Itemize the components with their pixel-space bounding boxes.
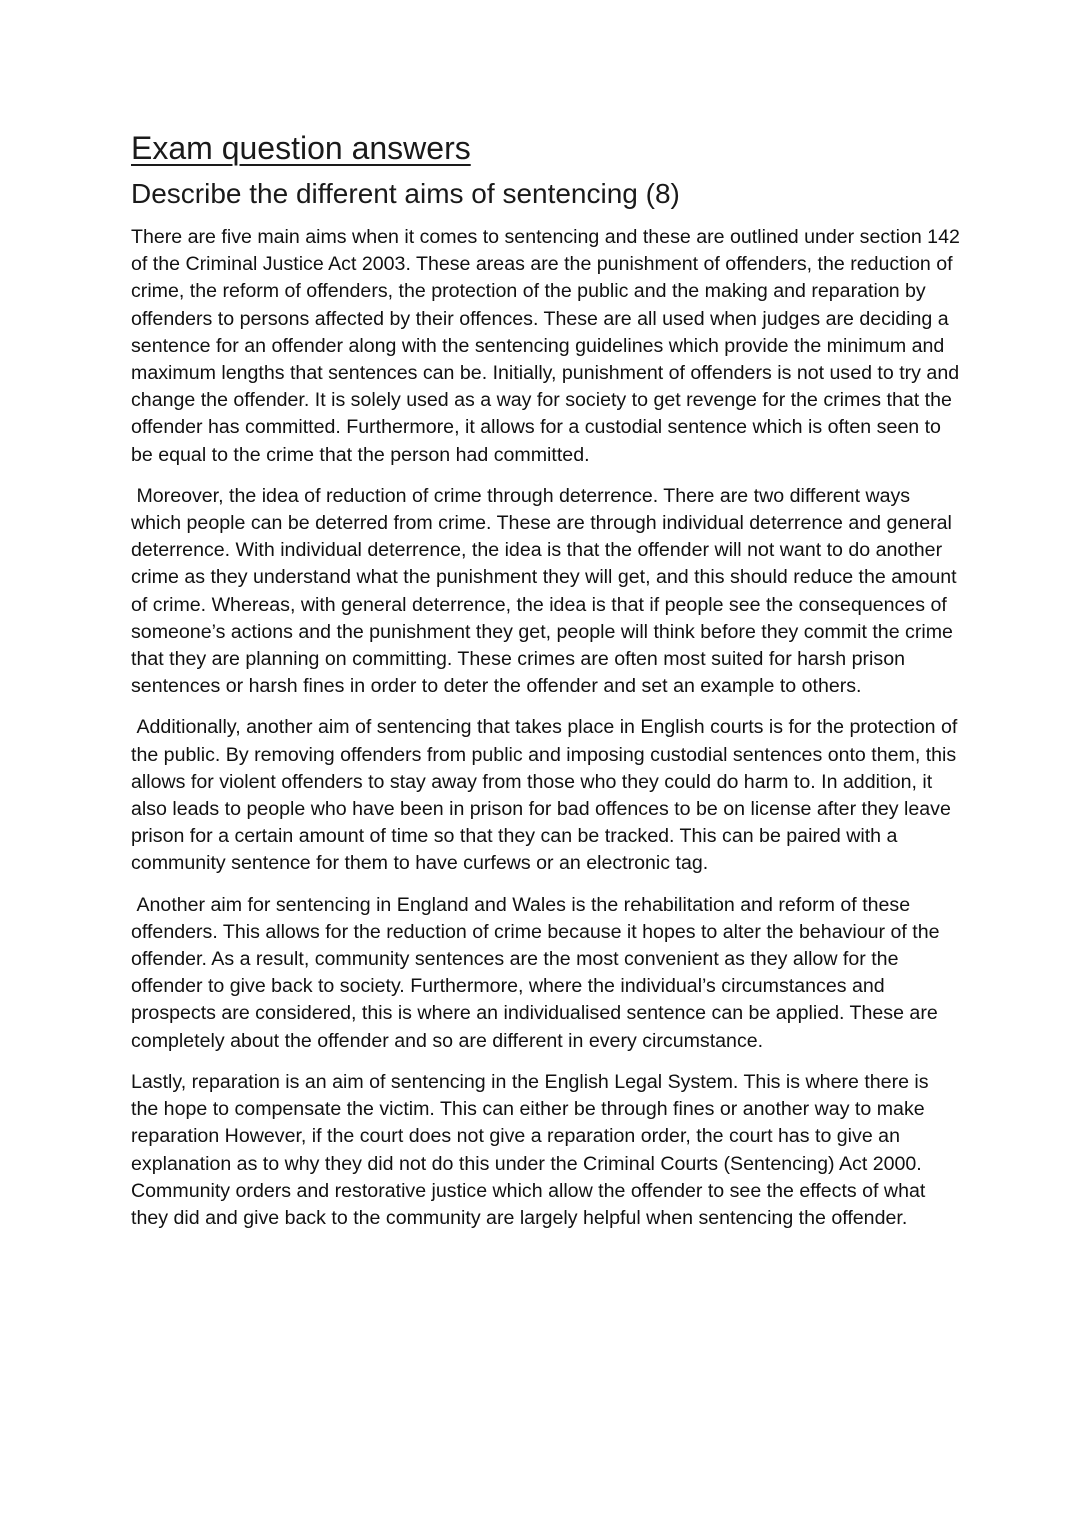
exam-question: Describe the different aims of sentencing (8) bbox=[131, 178, 680, 209]
answer-paragraph-2: Moreover, the idea of reduction of crime through deterrence. There are two different ways which people can be deterred from crime. These are through individual deterrence and general deterrence. With individual deterrence, the idea is that the offender will not want to do another crime as they understand what the punishment they will get, and this should reduce the amount of crime. Whereas, with general deterrence, the idea is that if people see the consequences of someone’s actions and the punishment they get, people will think before they commit the crime that they are planning on committing. These crimes are often most suited for harsh prison sentences or harsh fines in order to deter the offender and set an example to others. bbox=[131, 484, 963, 698]
answer-paragraph-1: There are five main aims when it comes to sentencing and these are outlined under section 142 of the Criminal Justice Act 2003. These areas are the punishment of offenders, the reduction of crime, the reform of offenders, the protection of the public and the making and reparation by offenders to persons affected by their offences. These are all used when judges are deciding a sentence for an offender along with the sentencing guidelines which provide the minimum and maximum lengths that sentences can be. Initially, punishment of offenders is not used to try and change the offender. It is solely used as a way for society to get revenge for the crimes that the offender has committed. Furthermore, it allows for a custodial sentence which is often seen to be equal to the crime that the person had committed. bbox=[131, 226, 966, 466]
document-title: Exam question answers bbox=[131, 130, 471, 166]
document-page bbox=[131, 128, 966, 1246]
answer-paragraph-3: Additionally, another aim of sentencing that takes place in English courts is for the protection of the public. By removing offenders from public and imposing custodial sentences onto them, this allows for violent offenders to stay away from those who they could do harm to. In addition, it also leads to people who have been in prison for bad offences to be on license after they leave prison for a certain amount of time so that they can be tracked. This can be paired with a community sentence for them to have curfews or an electronic tag. bbox=[131, 716, 963, 875]
answer-paragraph-5: Lastly, reparation is an aim of sentencing in the English Legal System. This is where there is the hope to compensate the victim. This can either be through fines or another way to make reparation However, if the court does not give a reparation order, the court has to give an explanation as to why they did not do this under the Criminal Courts (Sentencing) Act 2000. Community orders and restorative justice which allow the offender to see the effects of what they did and give back to the community are largely helpful when sentencing the offender. bbox=[131, 1070, 935, 1229]
answer-paragraph-4: Another aim for sentencing in England and Wales is the rehabilitation and reform of these offenders. This allows for the reduction of crime because it hopes to alter the behaviour of the offender. As a result, community sentences are the most convenient as they allow for the offender to give back to society. Furthermore, where the individual’s circumstances and prospects are considered, this is where an individualised sentence can be applied. These are completely about the offender and so are different in every circumstance. bbox=[131, 893, 945, 1052]
